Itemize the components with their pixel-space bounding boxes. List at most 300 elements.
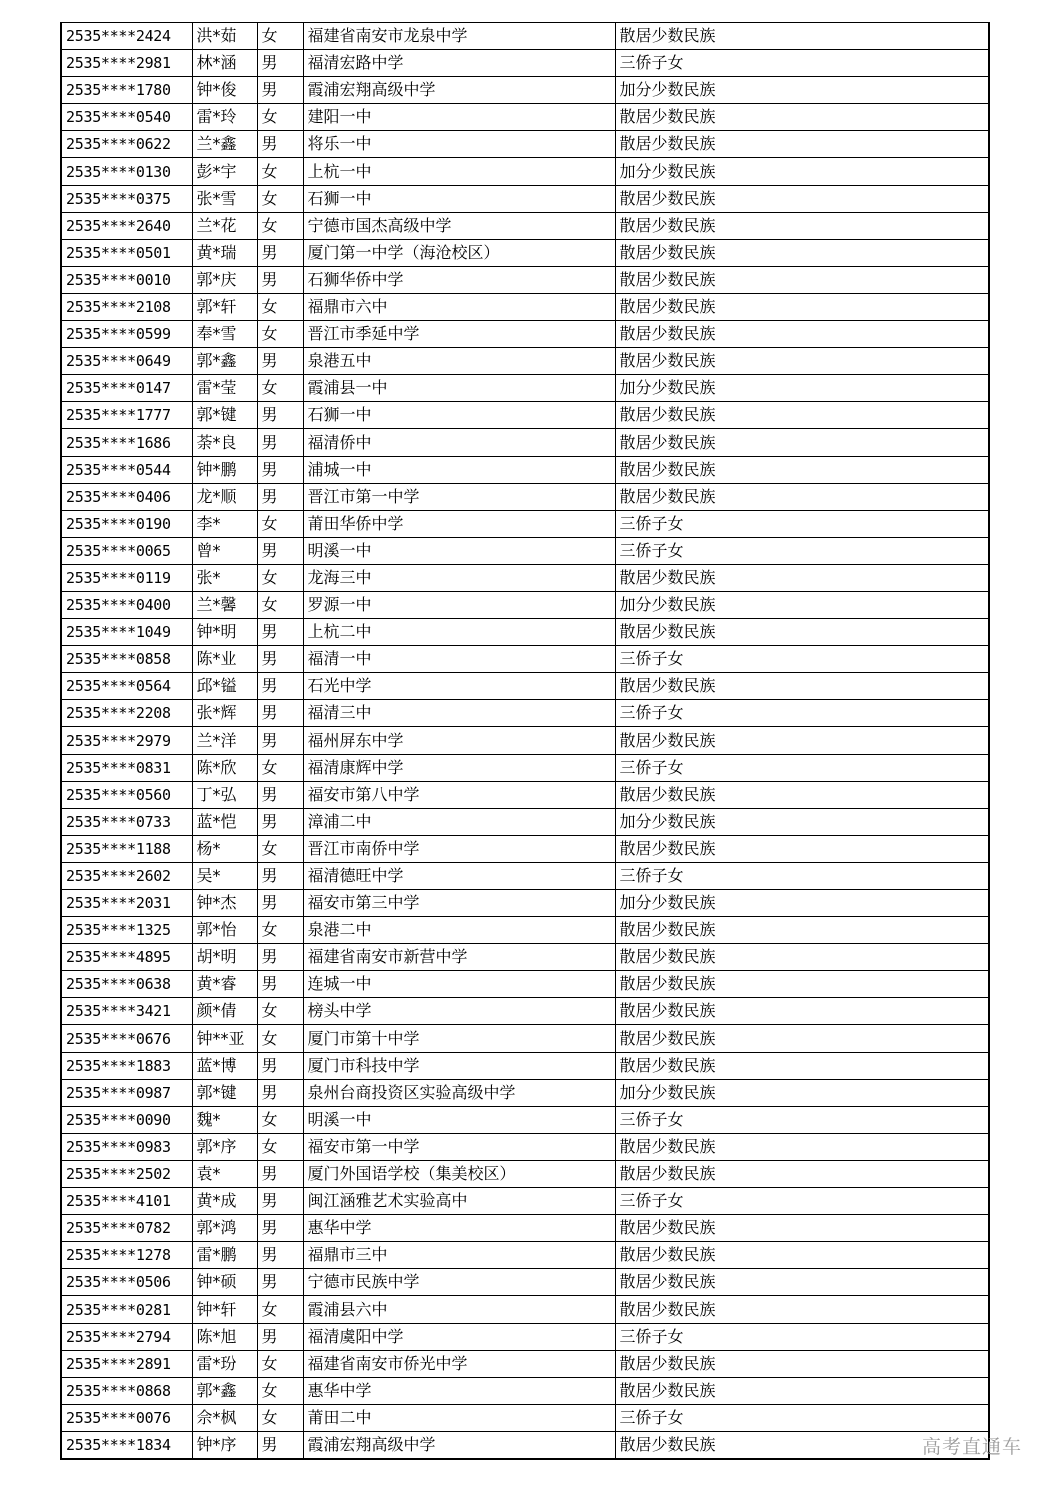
category-cell: 散居少数民族 bbox=[615, 212, 989, 239]
table-row bbox=[61, 944, 989, 971]
school-cell: 福州屏东中学 bbox=[303, 727, 615, 754]
school-cell: 福鼎市六中 bbox=[303, 293, 615, 320]
table-row bbox=[61, 483, 989, 510]
category-cell: 散居少数民族 bbox=[615, 266, 989, 293]
gender-cell: 男 bbox=[257, 944, 303, 971]
table-row bbox=[61, 1296, 989, 1323]
exam-id-cell: 2535****0599 bbox=[61, 321, 192, 348]
name-cell: 洪*茹 bbox=[192, 23, 257, 50]
exam-id-cell: 2535****1188 bbox=[61, 835, 192, 862]
category-cell: 散居少数民族 bbox=[615, 998, 989, 1025]
gender-cell: 女 bbox=[257, 917, 303, 944]
gender-cell: 男 bbox=[257, 50, 303, 77]
exam-id-cell: 2535****0622 bbox=[61, 131, 192, 158]
gender-cell: 女 bbox=[257, 321, 303, 348]
table-row bbox=[61, 862, 989, 889]
name-cell: 龙*顺 bbox=[192, 483, 257, 510]
name-cell: 兰*馨 bbox=[192, 591, 257, 618]
school-cell: 泉州台商投资区实验高级中学 bbox=[303, 1079, 615, 1106]
category-cell: 散居少数民族 bbox=[615, 781, 989, 808]
category-cell: 加分少数民族 bbox=[615, 890, 989, 917]
name-cell: 钟*明 bbox=[192, 619, 257, 646]
exam-id-cell: 2535****4101 bbox=[61, 1188, 192, 1215]
exam-id-cell: 2535****0400 bbox=[61, 591, 192, 618]
name-cell: 钟*硕 bbox=[192, 1269, 257, 1296]
table-row bbox=[61, 185, 989, 212]
gender-cell: 女 bbox=[257, 1377, 303, 1404]
category-cell: 三侨子女 bbox=[615, 646, 989, 673]
exam-id-cell: 2535****2602 bbox=[61, 862, 192, 889]
table-row bbox=[61, 808, 989, 835]
gender-cell: 女 bbox=[257, 23, 303, 50]
exam-id-cell: 2535****2031 bbox=[61, 890, 192, 917]
gender-cell: 男 bbox=[257, 1079, 303, 1106]
exam-id-cell: 2535****1777 bbox=[61, 402, 192, 429]
category-cell: 散居少数民族 bbox=[615, 1133, 989, 1160]
gender-cell: 男 bbox=[257, 1431, 303, 1459]
school-cell: 霞浦县一中 bbox=[303, 375, 615, 402]
school-cell: 莆田华侨中学 bbox=[303, 510, 615, 537]
exam-id-cell: 2535****0010 bbox=[61, 266, 192, 293]
table-row bbox=[61, 1404, 989, 1431]
name-cell: 陈*欣 bbox=[192, 754, 257, 781]
gender-cell: 男 bbox=[257, 429, 303, 456]
gender-cell: 女 bbox=[257, 591, 303, 618]
gender-cell: 男 bbox=[257, 808, 303, 835]
name-cell: 钟*序 bbox=[192, 1431, 257, 1459]
school-cell: 晋江市南侨中学 bbox=[303, 835, 615, 862]
exam-id-cell: 2535****0831 bbox=[61, 754, 192, 781]
school-cell: 建阳一中 bbox=[303, 104, 615, 131]
category-cell: 散居少数民族 bbox=[615, 131, 989, 158]
school-cell: 连城一中 bbox=[303, 971, 615, 998]
name-cell: 林*涵 bbox=[192, 50, 257, 77]
table-row bbox=[61, 673, 989, 700]
table-row bbox=[61, 564, 989, 591]
category-cell: 散居少数民族 bbox=[615, 293, 989, 320]
name-cell: 杨* bbox=[192, 835, 257, 862]
gender-cell: 女 bbox=[257, 1025, 303, 1052]
table-row bbox=[61, 1188, 989, 1215]
school-cell: 上杭二中 bbox=[303, 619, 615, 646]
table-row bbox=[61, 646, 989, 673]
exam-id-cell: 2535****0987 bbox=[61, 1079, 192, 1106]
gender-cell: 男 bbox=[257, 483, 303, 510]
school-cell: 石狮华侨中学 bbox=[303, 266, 615, 293]
name-cell: 郭*轩 bbox=[192, 293, 257, 320]
exam-id-cell: 2535****2794 bbox=[61, 1323, 192, 1350]
table-row bbox=[61, 781, 989, 808]
table-row bbox=[61, 971, 989, 998]
school-cell: 惠华中学 bbox=[303, 1215, 615, 1242]
school-cell: 福清康辉中学 bbox=[303, 754, 615, 781]
exam-id-cell: 2535****2640 bbox=[61, 212, 192, 239]
table-row bbox=[61, 591, 989, 618]
category-cell: 散居少数民族 bbox=[615, 185, 989, 212]
name-cell: 蓝*博 bbox=[192, 1052, 257, 1079]
name-cell: 曾* bbox=[192, 537, 257, 564]
school-cell: 福清德旺中学 bbox=[303, 862, 615, 889]
category-cell: 加分少数民族 bbox=[615, 808, 989, 835]
exam-id-cell: 2535****0090 bbox=[61, 1106, 192, 1133]
school-cell: 福安市第三中学 bbox=[303, 890, 615, 917]
category-cell: 散居少数民族 bbox=[615, 456, 989, 483]
exam-id-cell: 2535****0130 bbox=[61, 158, 192, 185]
school-cell: 闽江涵雅艺术实验高中 bbox=[303, 1188, 615, 1215]
table-row bbox=[61, 321, 989, 348]
name-cell: 黄*瑞 bbox=[192, 239, 257, 266]
gender-cell: 女 bbox=[257, 1404, 303, 1431]
category-cell: 散居少数民族 bbox=[615, 917, 989, 944]
gender-cell: 女 bbox=[257, 754, 303, 781]
school-cell: 泉港二中 bbox=[303, 917, 615, 944]
school-cell: 福建省南安市侨光中学 bbox=[303, 1350, 615, 1377]
name-cell: 陈*旭 bbox=[192, 1323, 257, 1350]
exam-id-cell: 2535****0858 bbox=[61, 646, 192, 673]
school-cell: 明溪一中 bbox=[303, 537, 615, 564]
table-row bbox=[61, 1079, 989, 1106]
category-cell: 散居少数民族 bbox=[615, 402, 989, 429]
exam-id-cell: 2535****0119 bbox=[61, 564, 192, 591]
gender-cell: 女 bbox=[257, 158, 303, 185]
category-cell: 散居少数民族 bbox=[615, 1052, 989, 1079]
category-cell: 散居少数民族 bbox=[615, 104, 989, 131]
gender-cell: 女 bbox=[257, 564, 303, 591]
category-cell: 散居少数民族 bbox=[615, 1269, 989, 1296]
exam-id-cell: 2535****0375 bbox=[61, 185, 192, 212]
school-cell: 福清三中 bbox=[303, 700, 615, 727]
table-row bbox=[61, 212, 989, 239]
table-row bbox=[61, 754, 989, 781]
name-cell: 李* bbox=[192, 510, 257, 537]
table-row bbox=[61, 1025, 989, 1052]
gender-cell: 男 bbox=[257, 456, 303, 483]
table-row bbox=[61, 1160, 989, 1187]
exam-id-cell: 2535****1780 bbox=[61, 77, 192, 104]
category-cell: 三侨子女 bbox=[615, 754, 989, 781]
exam-id-cell: 2535****0733 bbox=[61, 808, 192, 835]
admission-table bbox=[60, 22, 990, 1460]
school-cell: 漳浦二中 bbox=[303, 808, 615, 835]
category-cell: 散居少数民族 bbox=[615, 1160, 989, 1187]
gender-cell: 男 bbox=[257, 781, 303, 808]
exam-id-cell: 2535****0560 bbox=[61, 781, 192, 808]
name-cell: 奉*雪 bbox=[192, 321, 257, 348]
exam-id-cell: 2535****0281 bbox=[61, 1296, 192, 1323]
category-cell: 三侨子女 bbox=[615, 1106, 989, 1133]
table-body bbox=[61, 23, 989, 1459]
name-cell: 邱*镒 bbox=[192, 673, 257, 700]
table-row bbox=[61, 77, 989, 104]
gender-cell: 男 bbox=[257, 537, 303, 564]
category-cell: 三侨子女 bbox=[615, 862, 989, 889]
name-cell: 钟*杰 bbox=[192, 890, 257, 917]
name-cell: 郭*键 bbox=[192, 1079, 257, 1106]
table-row bbox=[61, 1106, 989, 1133]
name-cell: 张*雪 bbox=[192, 185, 257, 212]
gender-cell: 男 bbox=[257, 131, 303, 158]
school-cell: 泉港五中 bbox=[303, 348, 615, 375]
name-cell: 佘*枫 bbox=[192, 1404, 257, 1431]
gender-cell: 男 bbox=[257, 1242, 303, 1269]
category-cell: 散居少数民族 bbox=[615, 673, 989, 700]
category-cell: 三侨子女 bbox=[615, 510, 989, 537]
name-cell: 郭*庆 bbox=[192, 266, 257, 293]
table-row bbox=[61, 456, 989, 483]
table-row bbox=[61, 293, 989, 320]
table-row bbox=[61, 23, 989, 50]
name-cell: 郭*怡 bbox=[192, 917, 257, 944]
table-row bbox=[61, 1377, 989, 1404]
name-cell: 蓝*恺 bbox=[192, 808, 257, 835]
school-cell: 霞浦宏翔高级中学 bbox=[303, 77, 615, 104]
gender-cell: 女 bbox=[257, 1296, 303, 1323]
school-cell: 晋江市第一中学 bbox=[303, 483, 615, 510]
name-cell: 魏* bbox=[192, 1106, 257, 1133]
category-cell: 加分少数民族 bbox=[615, 591, 989, 618]
school-cell: 霞浦县六中 bbox=[303, 1296, 615, 1323]
table-row bbox=[61, 700, 989, 727]
gender-cell: 女 bbox=[257, 1133, 303, 1160]
category-cell: 散居少数民族 bbox=[615, 1025, 989, 1052]
school-cell: 上杭一中 bbox=[303, 158, 615, 185]
category-cell: 散居少数民族 bbox=[615, 971, 989, 998]
school-cell: 莆田二中 bbox=[303, 1404, 615, 1431]
table-row bbox=[61, 429, 989, 456]
school-cell: 罗源一中 bbox=[303, 591, 615, 618]
school-cell: 将乐一中 bbox=[303, 131, 615, 158]
gender-cell: 女 bbox=[257, 375, 303, 402]
school-cell: 宁德市民族中学 bbox=[303, 1269, 615, 1296]
table-row bbox=[61, 1242, 989, 1269]
exam-id-cell: 2535****1049 bbox=[61, 619, 192, 646]
name-cell: 郭*鑫 bbox=[192, 348, 257, 375]
gender-cell: 女 bbox=[257, 1106, 303, 1133]
exam-id-cell: 2535****2108 bbox=[61, 293, 192, 320]
gender-cell: 女 bbox=[257, 1350, 303, 1377]
table-row bbox=[61, 375, 989, 402]
gender-cell: 男 bbox=[257, 646, 303, 673]
gender-cell: 男 bbox=[257, 619, 303, 646]
gender-cell: 女 bbox=[257, 212, 303, 239]
exam-id-cell: 2535****2502 bbox=[61, 1160, 192, 1187]
category-cell: 散居少数民族 bbox=[615, 727, 989, 754]
school-cell: 厦门市科技中学 bbox=[303, 1052, 615, 1079]
table-row bbox=[61, 239, 989, 266]
name-cell: 兰*鑫 bbox=[192, 131, 257, 158]
school-cell: 福清侨中 bbox=[303, 429, 615, 456]
gender-cell: 男 bbox=[257, 971, 303, 998]
gender-cell: 男 bbox=[257, 1188, 303, 1215]
gender-cell: 男 bbox=[257, 862, 303, 889]
category-cell: 散居少数民族 bbox=[615, 1242, 989, 1269]
school-cell: 福清一中 bbox=[303, 646, 615, 673]
exam-id-cell: 2535****1883 bbox=[61, 1052, 192, 1079]
school-cell: 福安市第一中学 bbox=[303, 1133, 615, 1160]
table-row bbox=[61, 835, 989, 862]
exam-id-cell: 2535****0506 bbox=[61, 1269, 192, 1296]
table-row bbox=[61, 1133, 989, 1160]
exam-id-cell: 2535****0676 bbox=[61, 1025, 192, 1052]
gender-cell: 男 bbox=[257, 239, 303, 266]
gender-cell: 男 bbox=[257, 890, 303, 917]
name-cell: 钟**亚 bbox=[192, 1025, 257, 1052]
gender-cell: 女 bbox=[257, 293, 303, 320]
category-cell: 三侨子女 bbox=[615, 700, 989, 727]
category-cell: 三侨子女 bbox=[615, 1188, 989, 1215]
table-row bbox=[61, 1052, 989, 1079]
exam-id-cell: 2535****2891 bbox=[61, 1350, 192, 1377]
table-row bbox=[61, 348, 989, 375]
name-cell: 钟*俊 bbox=[192, 77, 257, 104]
exam-id-cell: 2535****0406 bbox=[61, 483, 192, 510]
name-cell: 胡*明 bbox=[192, 944, 257, 971]
name-cell: 雷*玢 bbox=[192, 1350, 257, 1377]
name-cell: 张*辉 bbox=[192, 700, 257, 727]
school-cell: 石光中学 bbox=[303, 673, 615, 700]
category-cell: 散居少数民族 bbox=[615, 239, 989, 266]
name-cell: 雷*玲 bbox=[192, 104, 257, 131]
table-row bbox=[61, 104, 989, 131]
exam-id-cell: 2535****0190 bbox=[61, 510, 192, 537]
name-cell: 颜*倩 bbox=[192, 998, 257, 1025]
table-row bbox=[61, 619, 989, 646]
school-cell: 厦门市第十中学 bbox=[303, 1025, 615, 1052]
gender-cell: 女 bbox=[257, 998, 303, 1025]
name-cell: 钟*鹏 bbox=[192, 456, 257, 483]
name-cell: 郭*鸿 bbox=[192, 1215, 257, 1242]
gender-cell: 男 bbox=[257, 402, 303, 429]
name-cell: 丁*弘 bbox=[192, 781, 257, 808]
name-cell: 荼*良 bbox=[192, 429, 257, 456]
school-cell: 福鼎市三中 bbox=[303, 1242, 615, 1269]
table-row bbox=[61, 890, 989, 917]
category-cell: 三侨子女 bbox=[615, 1323, 989, 1350]
school-cell: 榜头中学 bbox=[303, 998, 615, 1025]
exam-id-cell: 2535****0501 bbox=[61, 239, 192, 266]
school-cell: 福清虞阳中学 bbox=[303, 1323, 615, 1350]
category-cell: 散居少数民族 bbox=[615, 1431, 989, 1459]
category-cell: 散居少数民族 bbox=[615, 1296, 989, 1323]
gender-cell: 男 bbox=[257, 1215, 303, 1242]
category-cell: 加分少数民族 bbox=[615, 158, 989, 185]
category-cell: 加分少数民族 bbox=[615, 375, 989, 402]
gender-cell: 男 bbox=[257, 727, 303, 754]
gender-cell: 女 bbox=[257, 510, 303, 537]
name-cell: 兰*洋 bbox=[192, 727, 257, 754]
table-row bbox=[61, 917, 989, 944]
school-cell: 石狮一中 bbox=[303, 185, 615, 212]
category-cell: 散居少数民族 bbox=[615, 321, 989, 348]
category-cell: 散居少数民族 bbox=[615, 23, 989, 50]
gender-cell: 男 bbox=[257, 1269, 303, 1296]
gender-cell: 男 bbox=[257, 700, 303, 727]
name-cell: 郭*鑫 bbox=[192, 1377, 257, 1404]
gender-cell: 男 bbox=[257, 1160, 303, 1187]
name-cell: 郭*序 bbox=[192, 1133, 257, 1160]
school-cell: 石狮一中 bbox=[303, 402, 615, 429]
school-cell: 福建省南安市龙泉中学 bbox=[303, 23, 615, 50]
exam-id-cell: 2535****0147 bbox=[61, 375, 192, 402]
table-row bbox=[61, 1350, 989, 1377]
school-cell: 龙海三中 bbox=[303, 564, 615, 591]
category-cell: 散居少数民族 bbox=[615, 483, 989, 510]
exam-id-cell: 2535****0076 bbox=[61, 1404, 192, 1431]
name-cell: 吴* bbox=[192, 862, 257, 889]
category-cell: 散居少数民族 bbox=[615, 1377, 989, 1404]
gender-cell: 男 bbox=[257, 1323, 303, 1350]
name-cell: 黄*睿 bbox=[192, 971, 257, 998]
table-row bbox=[61, 266, 989, 293]
category-cell: 加分少数民族 bbox=[615, 1079, 989, 1106]
category-cell: 散居少数民族 bbox=[615, 429, 989, 456]
school-cell: 厦门外国语学校（集美校区） bbox=[303, 1160, 615, 1187]
table-row bbox=[61, 1269, 989, 1296]
table-row bbox=[61, 402, 989, 429]
gender-cell: 男 bbox=[257, 1052, 303, 1079]
name-cell: 袁* bbox=[192, 1160, 257, 1187]
category-cell: 散居少数民族 bbox=[615, 348, 989, 375]
name-cell: 郭*键 bbox=[192, 402, 257, 429]
watermark-text: 高考直通车 bbox=[921, 1436, 1022, 1458]
category-cell: 三侨子女 bbox=[615, 50, 989, 77]
exam-id-cell: 2535****0782 bbox=[61, 1215, 192, 1242]
exam-id-cell: 2535****0540 bbox=[61, 104, 192, 131]
table-row bbox=[61, 510, 989, 537]
school-cell: 福清宏路中学 bbox=[303, 50, 615, 77]
exam-id-cell: 2535****0544 bbox=[61, 456, 192, 483]
gender-cell: 女 bbox=[257, 835, 303, 862]
table-row bbox=[61, 998, 989, 1025]
gender-cell: 男 bbox=[257, 77, 303, 104]
gender-cell: 男 bbox=[257, 348, 303, 375]
category-cell: 散居少数民族 bbox=[615, 564, 989, 591]
exam-id-cell: 2535****0564 bbox=[61, 673, 192, 700]
category-cell: 三侨子女 bbox=[615, 1404, 989, 1431]
name-cell: 雷*鹏 bbox=[192, 1242, 257, 1269]
category-cell: 散居少数民族 bbox=[615, 835, 989, 862]
table-row bbox=[61, 1323, 989, 1350]
exam-id-cell: 2535****3421 bbox=[61, 998, 192, 1025]
exam-id-cell: 2535****0065 bbox=[61, 537, 192, 564]
exam-id-cell: 2535****1834 bbox=[61, 1431, 192, 1459]
school-cell: 霞浦宏翔高级中学 bbox=[303, 1431, 615, 1459]
exam-id-cell: 2535****2979 bbox=[61, 727, 192, 754]
exam-id-cell: 2535****0868 bbox=[61, 1377, 192, 1404]
table-row bbox=[61, 131, 989, 158]
name-cell: 彭*宇 bbox=[192, 158, 257, 185]
school-cell: 浦城一中 bbox=[303, 456, 615, 483]
gender-cell: 男 bbox=[257, 266, 303, 293]
name-cell: 钟*轩 bbox=[192, 1296, 257, 1323]
gender-cell: 女 bbox=[257, 104, 303, 131]
exam-id-cell: 2535****1325 bbox=[61, 917, 192, 944]
exam-id-cell: 2535****0983 bbox=[61, 1133, 192, 1160]
name-cell: 陈*业 bbox=[192, 646, 257, 673]
table-row bbox=[61, 537, 989, 564]
gender-cell: 女 bbox=[257, 185, 303, 212]
school-cell: 厦门第一中学（海沧校区） bbox=[303, 239, 615, 266]
name-cell: 黄*成 bbox=[192, 1188, 257, 1215]
school-cell: 福建省南安市新营中学 bbox=[303, 944, 615, 971]
exam-id-cell: 2535****2981 bbox=[61, 50, 192, 77]
table-row bbox=[61, 1215, 989, 1242]
exam-id-cell: 2535****1686 bbox=[61, 429, 192, 456]
category-cell: 散居少数民族 bbox=[615, 1350, 989, 1377]
exam-id-cell: 2535****2208 bbox=[61, 700, 192, 727]
table-row bbox=[61, 727, 989, 754]
school-cell: 宁德市国杰高级中学 bbox=[303, 212, 615, 239]
